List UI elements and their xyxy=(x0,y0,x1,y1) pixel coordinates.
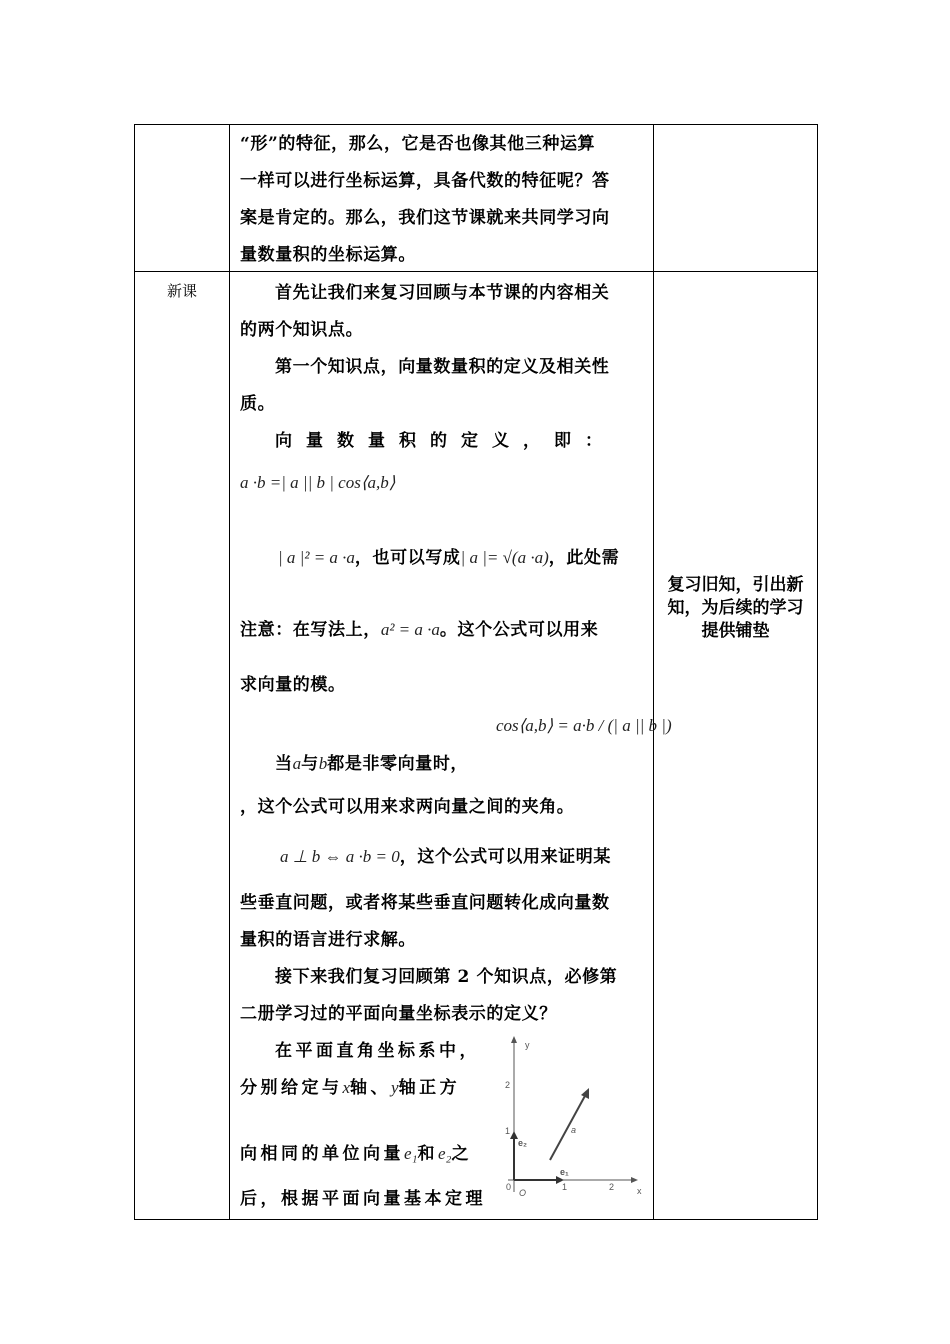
formula-dot-product: a ·b =| a || b | cos⟨a,b⟩ xyxy=(240,473,396,492)
x-axis-label: x xyxy=(637,1186,642,1196)
formula-modulus-sqrt: | a |= √(a ·a) xyxy=(460,548,549,567)
row1-label-cell xyxy=(135,125,230,272)
symbol-b: b xyxy=(318,754,328,773)
y-tick-2: 2 xyxy=(505,1080,511,1090)
text-and-2: 和 xyxy=(417,1144,438,1164)
e1-label: e₁ xyxy=(560,1167,569,1177)
formula-line-square xyxy=(240,615,645,640)
row2-content-cell xyxy=(230,272,672,1220)
y-tick-1: 1 xyxy=(505,1126,511,1136)
vector-a-label: a xyxy=(571,1125,577,1135)
row1-line-4: 量数量积的坐标运算。 xyxy=(240,245,416,265)
row2-label-cell xyxy=(135,272,230,1220)
text-formula-use: 。这个公式可以用来 xyxy=(439,620,599,640)
formula-square: a² = a ·a xyxy=(380,620,440,639)
text-given: 分别给定与 xyxy=(240,1078,343,1098)
e2-label: e₂ xyxy=(518,1138,528,1148)
row2-note-cell xyxy=(654,272,818,1220)
teaching-intent-note: 复习旧知，引出新知，为后续的学习提供铺垫 xyxy=(667,575,804,641)
x-tick-1: 1 xyxy=(562,1182,568,1192)
x-tick-2: 2 xyxy=(609,1182,615,1192)
text-perp-3: 量积的语言进行求解。 xyxy=(240,930,416,950)
symbol-e2: e₂ xyxy=(437,1144,452,1163)
para-5-line-1: 在平面直角坐标系中， xyxy=(275,1041,480,1061)
row1-note-cell xyxy=(654,125,818,272)
formula-modulus-square: | a |² = a ·a xyxy=(278,548,355,567)
y-axis-arrow xyxy=(511,1036,517,1043)
formula-cosine: cos⟨a,b⟩ = a·b / (| a || b |) xyxy=(496,716,672,735)
e2-arrowhead xyxy=(510,1131,518,1139)
y-axis-label: y xyxy=(525,1040,530,1050)
para-5-line-2 xyxy=(240,1073,490,1098)
text-angle: ，这个公式可以用来求两向量之间的夹角。 xyxy=(240,797,575,817)
para-5-line-4: 后，根据平面向量基本定理 xyxy=(240,1189,486,1209)
text-also-write: ，也可以写成 xyxy=(354,548,461,568)
text-when: 当 xyxy=(275,754,293,774)
row1-line-3: 案是肯定的。那么，我们这节课就来共同学习向 xyxy=(240,208,610,228)
text-nonzero: 都是非零向量时， xyxy=(327,754,469,774)
para-1-line-1: 首先让我们来复习回顾与本节课的内容相关 xyxy=(275,283,610,303)
section-label: 新课 xyxy=(166,282,197,300)
row1-content-cell xyxy=(230,125,654,272)
zero-label: 0 xyxy=(506,1182,512,1192)
x-axis-arrow xyxy=(631,1177,638,1183)
text-perp-1: ，这个公式可以用来证明某 xyxy=(399,847,611,867)
text-after: 之 xyxy=(451,1144,472,1164)
para-3-definition: 向量数量积的定义，即： xyxy=(275,431,616,451)
vector-a xyxy=(550,1094,586,1160)
formula-line-modulus xyxy=(278,543,683,568)
formula-perpendicular: a ⊥ b ⇔ a ·b = 0 xyxy=(280,847,400,866)
text-and: 与 xyxy=(301,754,319,774)
text-modulus-line: 求向量的模。 xyxy=(240,675,346,695)
para-2-line-1: 第一个知识点，向量数量积的定义及相关性 xyxy=(275,357,610,377)
formula-line-perpendicular xyxy=(280,842,685,867)
row1-line-1: “形”的特征，那么，它是否也像其他三种运算 xyxy=(240,134,596,154)
para-1-line-2: 的两个知识点。 xyxy=(240,320,364,340)
para-4-line-2: 二册学习过的平面向量坐标表示的定义？ xyxy=(240,1004,557,1024)
origin-label: O xyxy=(519,1188,527,1198)
symbol-a: a xyxy=(292,754,302,773)
symbol-y: y xyxy=(391,1078,399,1097)
text-axis-y: 轴正方 xyxy=(398,1078,461,1098)
lesson-table xyxy=(134,124,818,1220)
para-2-line-2: 质。 xyxy=(240,394,276,414)
text-perp-2: 些垂直问题，或者将某些垂直问题转化成向量数 xyxy=(240,893,610,913)
text-when-line xyxy=(275,749,680,774)
para-4-line-1: 接下来我们复习回顾第 2 个知识点，必修第 xyxy=(275,967,618,987)
text-axis-x: 轴、 xyxy=(350,1078,392,1098)
text-note: 注意：在写法上， xyxy=(240,620,381,640)
coordinate-figure xyxy=(500,1032,650,1208)
text-here-need: ，此处需 xyxy=(548,548,620,568)
para-5-line-3 xyxy=(240,1139,490,1164)
symbol-e1: e₁ xyxy=(404,1144,418,1163)
text-unit-vectors: 向相同的单位向量 xyxy=(240,1144,404,1164)
row1-line-2: 一样可以进行坐标运算，具备代数的特征呢？答 xyxy=(240,171,610,191)
symbol-x: x xyxy=(342,1078,351,1097)
